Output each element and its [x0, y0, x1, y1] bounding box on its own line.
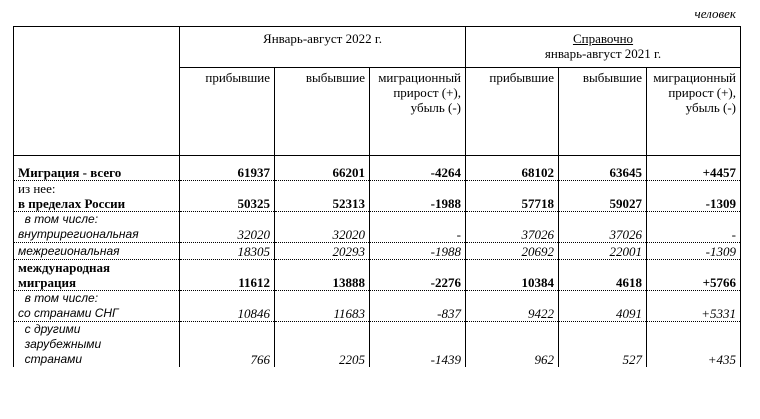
- header-departed-2021: выбывшие: [559, 68, 647, 156]
- row-other-label: [14, 322, 180, 368]
- cell: 37026: [559, 212, 647, 243]
- cell: -1309: [647, 243, 741, 260]
- cell: -: [370, 212, 466, 243]
- row-intl: [14, 260, 741, 291]
- cell: -1309: [647, 181, 741, 212]
- row-cis-label: [14, 291, 180, 322]
- header-growth-2021: миграционный прирост (+), убыль (-): [647, 68, 741, 156]
- cell: 2205: [275, 322, 370, 368]
- cell: 11683: [275, 291, 370, 322]
- cell: +4457: [647, 164, 741, 181]
- row-cis-pre: в том числе:: [24, 291, 99, 305]
- row-inter-label: межрегиональная: [14, 243, 180, 260]
- row-russia-label: [14, 181, 180, 212]
- cell: 18305: [180, 243, 275, 260]
- row-intl-label: [14, 260, 180, 291]
- cell: 10384: [466, 260, 559, 291]
- row-intra-label: [14, 212, 180, 243]
- row-other-l2: зарубежными: [24, 337, 102, 351]
- header-corner: [14, 27, 180, 156]
- row-intra-pre: в том числе:: [24, 212, 99, 226]
- cell: 50325: [180, 181, 275, 212]
- cell: -1439: [370, 322, 466, 368]
- cell: -1988: [370, 181, 466, 212]
- cell: 63645: [559, 164, 647, 181]
- header-period-2022: Январь-август 2022 г.: [180, 27, 466, 68]
- cell: 4091: [559, 291, 647, 322]
- cell: +435: [647, 322, 741, 368]
- header-ref-label: Справочно: [572, 31, 634, 46]
- row-cis: [14, 291, 741, 322]
- row-intra: [14, 212, 741, 243]
- cell: -837: [370, 291, 466, 322]
- cell: 52313: [275, 181, 370, 212]
- cell: -1988: [370, 243, 466, 260]
- cell: 20692: [466, 243, 559, 260]
- cell: 57718: [466, 181, 559, 212]
- header-row-periods: [14, 27, 741, 68]
- cell: 11612: [180, 260, 275, 291]
- cell: 766: [180, 322, 275, 368]
- cell: 37026: [466, 212, 559, 243]
- cell: 32020: [180, 212, 275, 243]
- cell: 59027: [559, 181, 647, 212]
- row-cis-name: со странами СНГ: [18, 306, 119, 320]
- row-inter: [14, 243, 741, 260]
- header-period-2021: [466, 27, 741, 68]
- header-ref-period: январь-август 2021 г.: [544, 46, 662, 61]
- cell: 4618: [559, 260, 647, 291]
- cell: -: [647, 212, 741, 243]
- cell: +5766: [647, 260, 741, 291]
- row-other-l3: странами: [24, 352, 83, 366]
- cell: 22001: [559, 243, 647, 260]
- row-russia-pre: из нее:: [18, 181, 56, 196]
- cell: -2276: [370, 260, 466, 291]
- header-separator: [14, 156, 741, 165]
- row-other: [14, 322, 741, 368]
- cell: 13888: [275, 260, 370, 291]
- cell: -4264: [370, 164, 466, 181]
- header-departed-2022: выбывшие: [275, 68, 370, 156]
- migration-table: [13, 26, 741, 367]
- cell: 962: [466, 322, 559, 368]
- cell: 527: [559, 322, 647, 368]
- cell: 66201: [275, 164, 370, 181]
- row-russia-name: в пределах России: [18, 196, 126, 211]
- cell: 32020: [275, 212, 370, 243]
- cell: 20293: [275, 243, 370, 260]
- row-total-label: Миграция - всего: [14, 164, 180, 181]
- header-arrived-2021: прибывшие: [466, 68, 559, 156]
- row-other-l1: с другими: [24, 322, 81, 336]
- header-arrived-2022: прибывшие: [180, 68, 275, 156]
- row-intl-name-1: международная: [18, 260, 111, 275]
- row-intra-name: внутрирегиональная: [18, 227, 139, 241]
- header-growth-2022: миграционный прирост (+), убыль (-): [370, 68, 466, 156]
- unit-label: человек: [694, 6, 736, 21]
- cell: 68102: [466, 164, 559, 181]
- cell: +5331: [647, 291, 741, 322]
- row-russia: [14, 181, 741, 212]
- cell: 61937: [180, 164, 275, 181]
- cell: 9422: [466, 291, 559, 322]
- cell: 10846: [180, 291, 275, 322]
- row-intl-name-2: миграция: [18, 275, 76, 290]
- row-total: [14, 164, 741, 181]
